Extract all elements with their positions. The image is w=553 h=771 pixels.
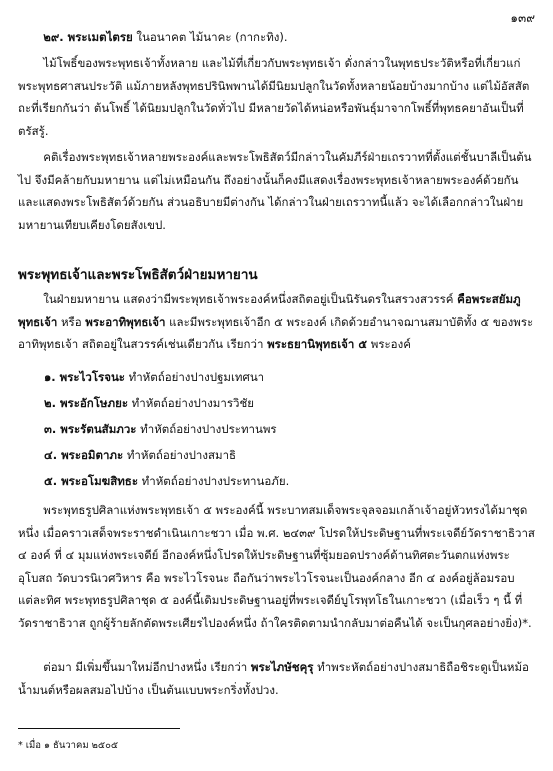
paragraph-statues: พระพุทธรูปศิลาแห่งพระพุทธเจ้า ๕ พระองค์นี้ พระบาทสมเด็จพระจุลจอมเกล้าเจ้าอยู่หัวทรงได้มาชุดหนึ่ง เมื่อคราวเสด็จพระราชดำเนินเกาะชวา เมื่อ พ.ศ. ๒๔๓๙ โปรดให้ประดิษฐานที่พระเจดีย์วัดราชาธิวาส ๔ องค์ ที่ ๔ มุมแห่งพระเจดีย์ อีกองค์หนึ่งโปรดให้ประดิษฐานที่ซุ้มยอดปรางค์ด้านทิศตะวันตกแห่งพระอุโบสถ วัดบวรนิเวศวิหาร คือ พระไวโรจนะ ถือกันว่าพระไวโรจนะเป็นองค์กลาง อีก ๔ องค์อยู่ล้อมรอบแต่ละทิศ พระพุทธรูปศิลาชุด ๕ องค์นี้เดิมประดิษฐานอยู่ที่พระเจดีย์บูโรพุทโธในเกาะชวา (เมื่อเร็ว ๆ นี้ ที่วัดราชาธิวาส ถูกผู้ร้ายลักตัดพระเศียรไปองค์หนึ่ง ถ้าใครติดตามนำกลับมาต่อคืนได้ จะเป็นกุศลอย่างยิ่ง)*. <box>18 503 535 630</box>
list-item: ๕. พระอโมฆสิทธะ ทำหัตถ์อย่างปางประทานอภัย. <box>44 474 290 488</box>
term-dhyani-buddhas: พระธยานิพุทธเจ้า ๕ <box>267 337 368 352</box>
paragraph-bhaisajyaguru: ต่อมา มีเพิ่มขึ้นมาใหม่อีกปางหนึ่ง เรียกว่า พระไภษัชคุรุ ทำพระหัตถ์อย่างปางสมาธิถือชิระดูเป็นหม้อน้ำมนต์หรือผลสมอไปบ้าง เป็นต้นแบบพระกริ่งทั้งปวง. <box>18 660 529 697</box>
term-adibuddha: พระอาทิพุทธเจ้า <box>85 314 166 329</box>
list-item: ๑. พระไวโรจนะ ทำหัตถ์อย่างปางปฐมเทศนา <box>44 370 265 384</box>
paragraph-doctrine: คติเรื่องพระพุทธเจ้าหลายพระองค์และพระโพธิสัตว์มีกล่าวในคัมภีร์ฝ่ายเถรวาทที่ตั้งแต่ชั้นบาลีเป็นต้นไป จึงมีคล้ายกับมหายาน แต่ไม่เหมือนกัน ถึงอย่างนั้นก็คงมีแสดงเรื่องพระพุทธเจ้าหลายพระองค์ด้วยกัน และแสดงพระโพธิสัตว์ด้วยกัน ส่วนอธิบายมีต่างกัน ได้กล่าวในฝ่ายเถรวาทนี้แล้ว จะได้เลือกกล่าวในฝ่ายมหายานเทียบเคียงโดยสังเขป. <box>18 150 532 232</box>
list-item: ๓. พระรัตนสัมภวะ ทำหัตถ์อย่างปางประทานพร <box>44 422 277 436</box>
footnote: * เมื่อ ๑ ธันวาคม ๒๕๐๕ <box>18 740 119 751</box>
section-heading: พระพุทธเจ้าและพระโพธิสัตว์ฝ่ายมหายาน <box>18 267 258 283</box>
list-item: ๔. พระอมิตาภะ ทำหัตถ์อย่างปางสมาธิ <box>44 448 237 462</box>
item-29 <box>18 26 553 49</box>
item-29-desc: ในอนาคต ไม้นาคะ (กากะทิง). <box>132 30 288 44</box>
term-svayambhu: คือพระสยัมภูพุทธเจ้า <box>18 292 521 329</box>
dhyani-buddha-list <box>44 364 289 494</box>
footnote-divider <box>18 728 180 729</box>
item-29-name: ๒๙. พระเมตไตรย <box>43 30 133 44</box>
paragraph-mahayana: ในฝ่ายมหายาน แสดงว่ามีพระพุทธเจ้าพระองค์หนึ่งสถิตอยู่เป็นนิรันดรในสรวงสวรรค์ คือพระสยัมภูพุทธเจ้า หรือ พระอาทิพุทธเจ้า และมีพระพุทธเจ้าอีก ๕ พระองค์ เกิดด้วยอำนาจฌานสมาบัติทั้ง ๕ ของพระอาทิพุทธเจ้า สถิตอยู่ในสวรรค์เช่นเดียวกัน เรียกว่า พระธยานิพุทธเจ้า ๕ พระองค์ <box>18 292 534 352</box>
term-bhaisajyaguru: พระไภษัชคุรุ <box>250 660 314 674</box>
page-number: ๑๓๙ <box>510 11 535 25</box>
list-item: ๒. พระอักโษภยะ ทำหัตถ์อย่างปางมารวิชัย <box>44 396 255 410</box>
paragraph-bodhi-trees: ไม้โพธิ์ของพระพุทธเจ้าทั้งหลาย และไม้ที่เกี่ยวกับพระพุทธเจ้า ดั่งกล่าวในพุทธประวัติหรือที่เกี่ยวแก่พระพุทธศาสนประวัติ แม้ภายหลังพุทธปรินิพพานได้มีนิยมปลูกในวัดทั้งหลายน้อยบ้างมากบ้าง แต่ไม้อัสสัตถะที่เรียกกันว่า ต้นโพธิ์ ได้นิยมปลูกในวัดทั่วไป มีหลายวัดได้หน่อหรือพันธุ์มาจากโพธิ์ที่พุทธคยาอันเป็นที่ตรัสรู้. <box>18 56 530 138</box>
